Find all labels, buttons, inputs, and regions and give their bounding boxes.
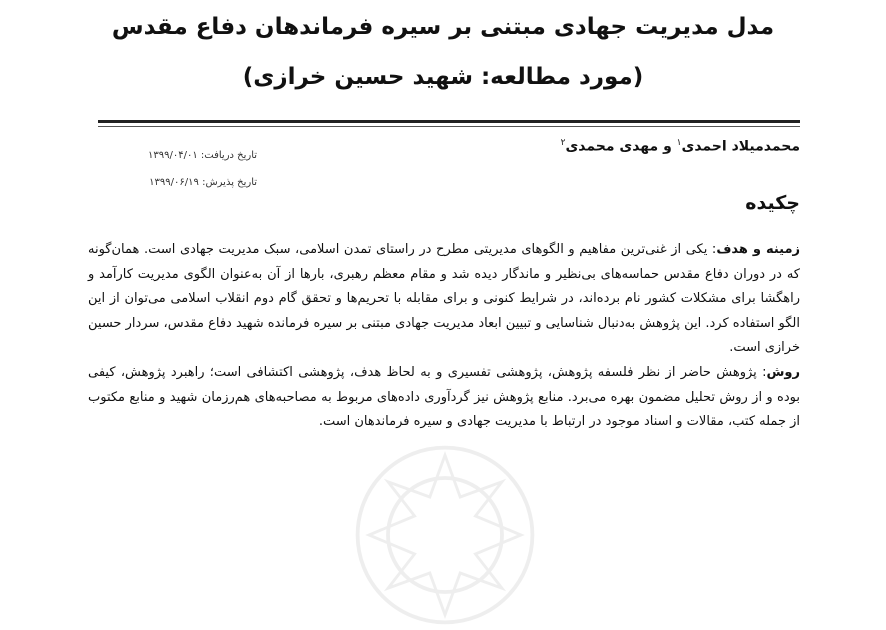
abstract-body	[88, 238, 800, 435]
abstract-method-label: روش	[766, 364, 800, 380]
author-1-affiliation-mark: ۱	[676, 138, 682, 148]
abstract-method-paragraph	[88, 361, 800, 435]
abstract-background-label: زمینه و هدف	[716, 242, 800, 257]
received-date: تاریخ دریافت: ۱۳۹۹/۰۴/۰۱	[148, 150, 258, 161]
manuscript-dates	[148, 142, 257, 196]
abstract-heading: چکیده	[745, 192, 800, 214]
author-conjunction: و	[658, 138, 677, 155]
paper-title-line-2: (مورد مطالعه: شهید حسین خرازی)	[242, 64, 644, 90]
author-2-affiliation-mark: ۲	[560, 138, 566, 148]
watermark-emblem-icon	[350, 440, 540, 630]
accepted-date: تاریخ پذیرش: ۱۳۹۹/۰۶/۱۹	[149, 177, 258, 188]
title-divider-thick	[98, 120, 800, 123]
title-divider-thin	[98, 126, 800, 127]
author-2-name: مهدی محمدی	[565, 138, 659, 155]
abstract-method-text: : پژوهش حاضر از نظر فلسفه پژوهش، پژوهشی تفسیری و به لحاظ هدف، پژوهشی اکتشافی است؛ راهبرد پژوهش، کیفی بوده و از روش تحلیل مضمون بهره می‌برد. منابع پژوهش نیز گردآوری داده‌های مربوط به مصاحبه‌های هم‌رزمان شهید و منابع مکتوب از جمله کتب، مقالات و اسناد موجود در ارتباط با مدیریت جهادی و سیره فرماندهان است.	[88, 364, 800, 430]
abstract-background-text: : یکی از غنی‌ترین مفاهیم و الگوهای مدیریتی مطرح در راستای تمدن اسلامی، سبک مدیریت جهادی است. همان‌گونه که در دوران دفاع مقدس حماسه‌های بی‌نظیر و ماندگار دیده شد و مقام معظم رهبری، بارها از آن به‌عنوان الگوی مدیریت کارآمد و راهگشا برای مشکلات کشور نام برده‌اند، در شرایط کنونی و برای مقابله با تحریم‌ها و تحقق گام دوم انقلاب اسلامی می‌توان از این الگو استفاده کرد. این پژوهش به‌دنبال شناسایی و تبیین ابعاد مدیریت جهادی مبتنی بر سیره فرمانده شهید دفاع مقدس، سردار حسین خرازی است.	[88, 242, 800, 356]
paper-title-line-1: مدل مدیریت جهادی مبتنی بر سیره فرماندهان دفاع مقدس	[111, 14, 775, 40]
author-1-name: محمدمیلاد احمدی	[681, 138, 800, 155]
abstract-background-paragraph	[88, 238, 800, 361]
author-line	[561, 138, 800, 155]
